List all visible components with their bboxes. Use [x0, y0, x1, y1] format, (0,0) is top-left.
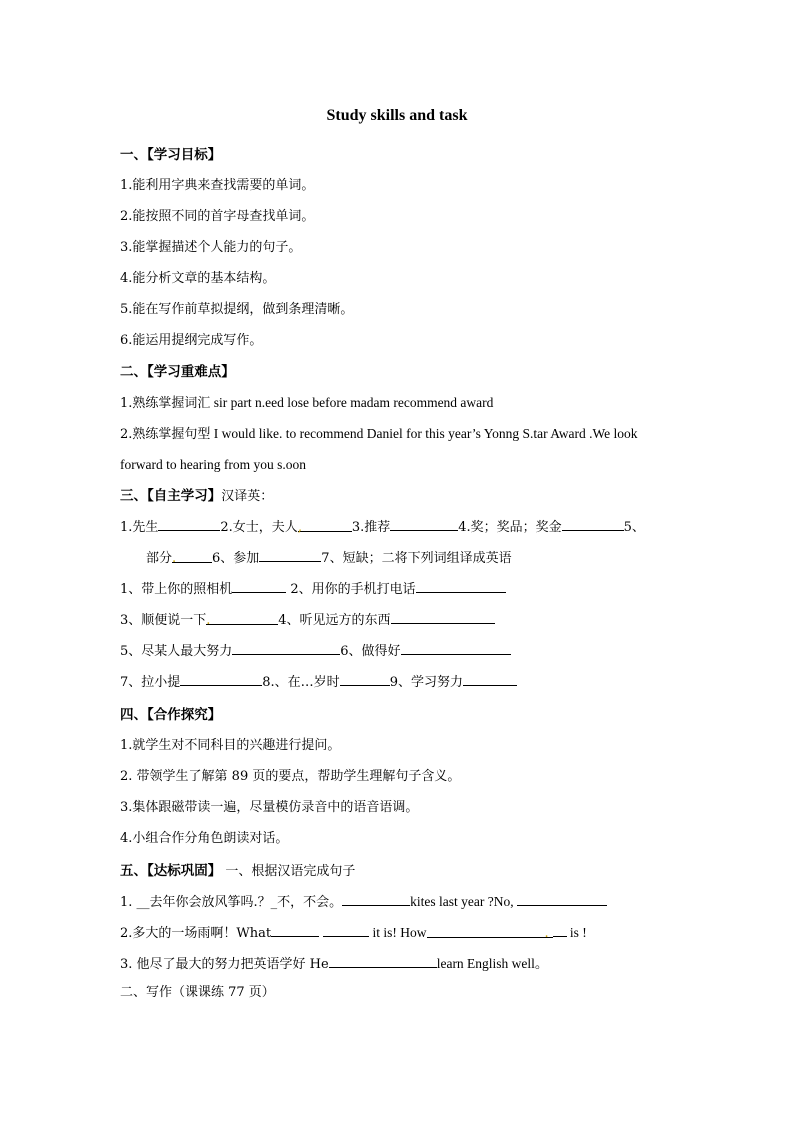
section-5-heading-line: [120, 862, 680, 881]
answer-blank[interactable]: [340, 673, 390, 686]
phrase-prompt: 3、顺便说一下: [120, 613, 207, 628]
page-title: Study skills and task: [326, 107, 468, 124]
phrase-prompt: 9、学习努力: [389, 675, 463, 690]
answer-blank[interactable]: [329, 955, 437, 968]
sentence-text: learn English well。: [436, 956, 549, 971]
sentence-text: is !: [566, 925, 587, 940]
objective-3: 3.能掌握描述个人能力的句子。: [120, 240, 302, 255]
activity-1: 1.就学生对不同科目的兴趣进行提问。: [120, 738, 341, 753]
key-patterns-text: I would like. to recommend Daniel for this year’s Yonng S.tar Award .We look: [210, 426, 638, 441]
answer-blank[interactable]: .: [172, 550, 212, 563]
objective-2: 2.能按照不同的首字母查找单词。: [120, 209, 315, 224]
section-3-instruction: 汉译英：: [221, 489, 274, 504]
phrase-prompt: 6、做得好: [340, 644, 401, 659]
answer-blank[interactable]: [323, 924, 369, 937]
section-2-heading: 二、【学习重难点】: [120, 364, 235, 380]
key-patterns-line: [120, 425, 680, 444]
answer-blank[interactable]: [271, 924, 319, 937]
key-words-label: 1.熟练掌握词汇: [120, 396, 211, 411]
vocab-row-1: [120, 518, 680, 537]
sentence-3: [120, 955, 680, 974]
phrase-prompt: 4、听见远方的东西: [278, 613, 391, 628]
answer-blank[interactable]: [463, 673, 517, 686]
vocab-prompt: 1.先生: [120, 520, 159, 535]
objective-5: 5.能在写作前草拟提纲，做到条理清晰。: [120, 302, 354, 317]
objective-6: 6.能运用提纲完成写作。: [120, 333, 263, 348]
answer-blank[interactable]: .: [206, 612, 278, 625]
vocab-prompt: 7、短缺；二将下列词组译成英语: [321, 551, 512, 566]
activity-2: 2. 带领学生了解第 89 页的要点，帮助学生理解句子含义。: [120, 769, 461, 784]
writing-task: 二、写作（课课练 77 页）: [120, 985, 275, 1000]
phrase-prompt: 1、带上你的照相机: [120, 582, 233, 597]
phrase-prompt: 8.、在…岁时: [262, 675, 340, 690]
activity-3: 3.集体跟磁带读一遍，尽量模仿录音中的语音语调。: [120, 800, 419, 815]
answer-blank[interactable]: [416, 580, 506, 593]
answer-blank[interactable]: [259, 549, 321, 562]
answer-blank[interactable]: [517, 893, 607, 906]
key-words-line: [120, 394, 680, 413]
sentence-2: [120, 924, 680, 943]
section-5-instruction: 一、根据汉语完成句子: [221, 864, 356, 879]
answer-blank[interactable]: [232, 642, 340, 655]
section-3-heading: 三、【自主学习】: [120, 488, 222, 504]
key-words-list: sir part n.eed lose before madam recommend award: [210, 395, 494, 410]
activity-4: 4.小组合作分角色朗读对话。: [120, 831, 289, 846]
answer-blank[interactable]: [342, 893, 410, 906]
key-patterns-continued: forward to hearing from you s.oon: [120, 457, 306, 472]
answer-blank[interactable]: [391, 611, 495, 624]
sentence-1: [120, 893, 680, 912]
vocab-prompt: 2.女士，夫人: [220, 520, 298, 535]
sentence-prompt: 2.多大的一场雨啊！What: [120, 926, 272, 941]
answer-blank[interactable]: ,: [298, 519, 352, 532]
answer-blank[interactable]: [158, 518, 220, 531]
vocab-prompt: 4.奖；奖品；奖金: [458, 520, 562, 535]
answer-blank[interactable]: [401, 642, 511, 655]
sentence-prompt: 1. __去年你会放风筝吗.？_不，不会。: [120, 895, 343, 910]
objective-4: 4.能分析文章的基本结构。: [120, 271, 276, 286]
objective-1: 1.能利用字典来查找需要的单词。: [120, 178, 315, 193]
key-patterns-label: 2.熟练掌握句型: [120, 427, 211, 442]
section-4-heading: 四、【合作探究】: [120, 707, 222, 723]
section-5-heading: 五、【达标巩固】: [120, 863, 222, 879]
answer-blank[interactable]: [232, 580, 286, 593]
answer-blank[interactable]: [180, 673, 262, 686]
answer-blank[interactable]: .: [427, 925, 553, 938]
answer-blank[interactable]: [562, 518, 624, 531]
vocab-prompt: 5、: [623, 520, 645, 535]
phrase-row-4: [120, 673, 680, 692]
section-1-heading: 一、【学习目标】: [120, 147, 222, 163]
sentence-prompt: 3. 他尽了最大的努力把英语学好 He: [120, 957, 329, 972]
sentence-text: kites last year ?No,: [410, 894, 518, 909]
phrase-row-1: [120, 580, 680, 599]
phrase-row-3: [120, 642, 680, 661]
answer-blank[interactable]: [553, 924, 567, 937]
answer-blank[interactable]: [390, 518, 458, 531]
sentence-text: it is! How: [369, 925, 427, 940]
section-3-heading-line: [120, 487, 680, 506]
vocab-prompt: 部分: [146, 551, 173, 566]
vocab-prompt: 6、参加: [212, 551, 260, 566]
phrase-row-2: [120, 611, 680, 630]
phrase-prompt: 5、尽某人最大努力: [120, 644, 233, 659]
phrase-prompt: 7、拉小提: [120, 675, 181, 690]
vocab-row-2: [146, 549, 706, 568]
vocab-prompt: 3.推荐: [351, 520, 391, 535]
phrase-prompt: 2、用你的手机打电话: [286, 582, 416, 597]
